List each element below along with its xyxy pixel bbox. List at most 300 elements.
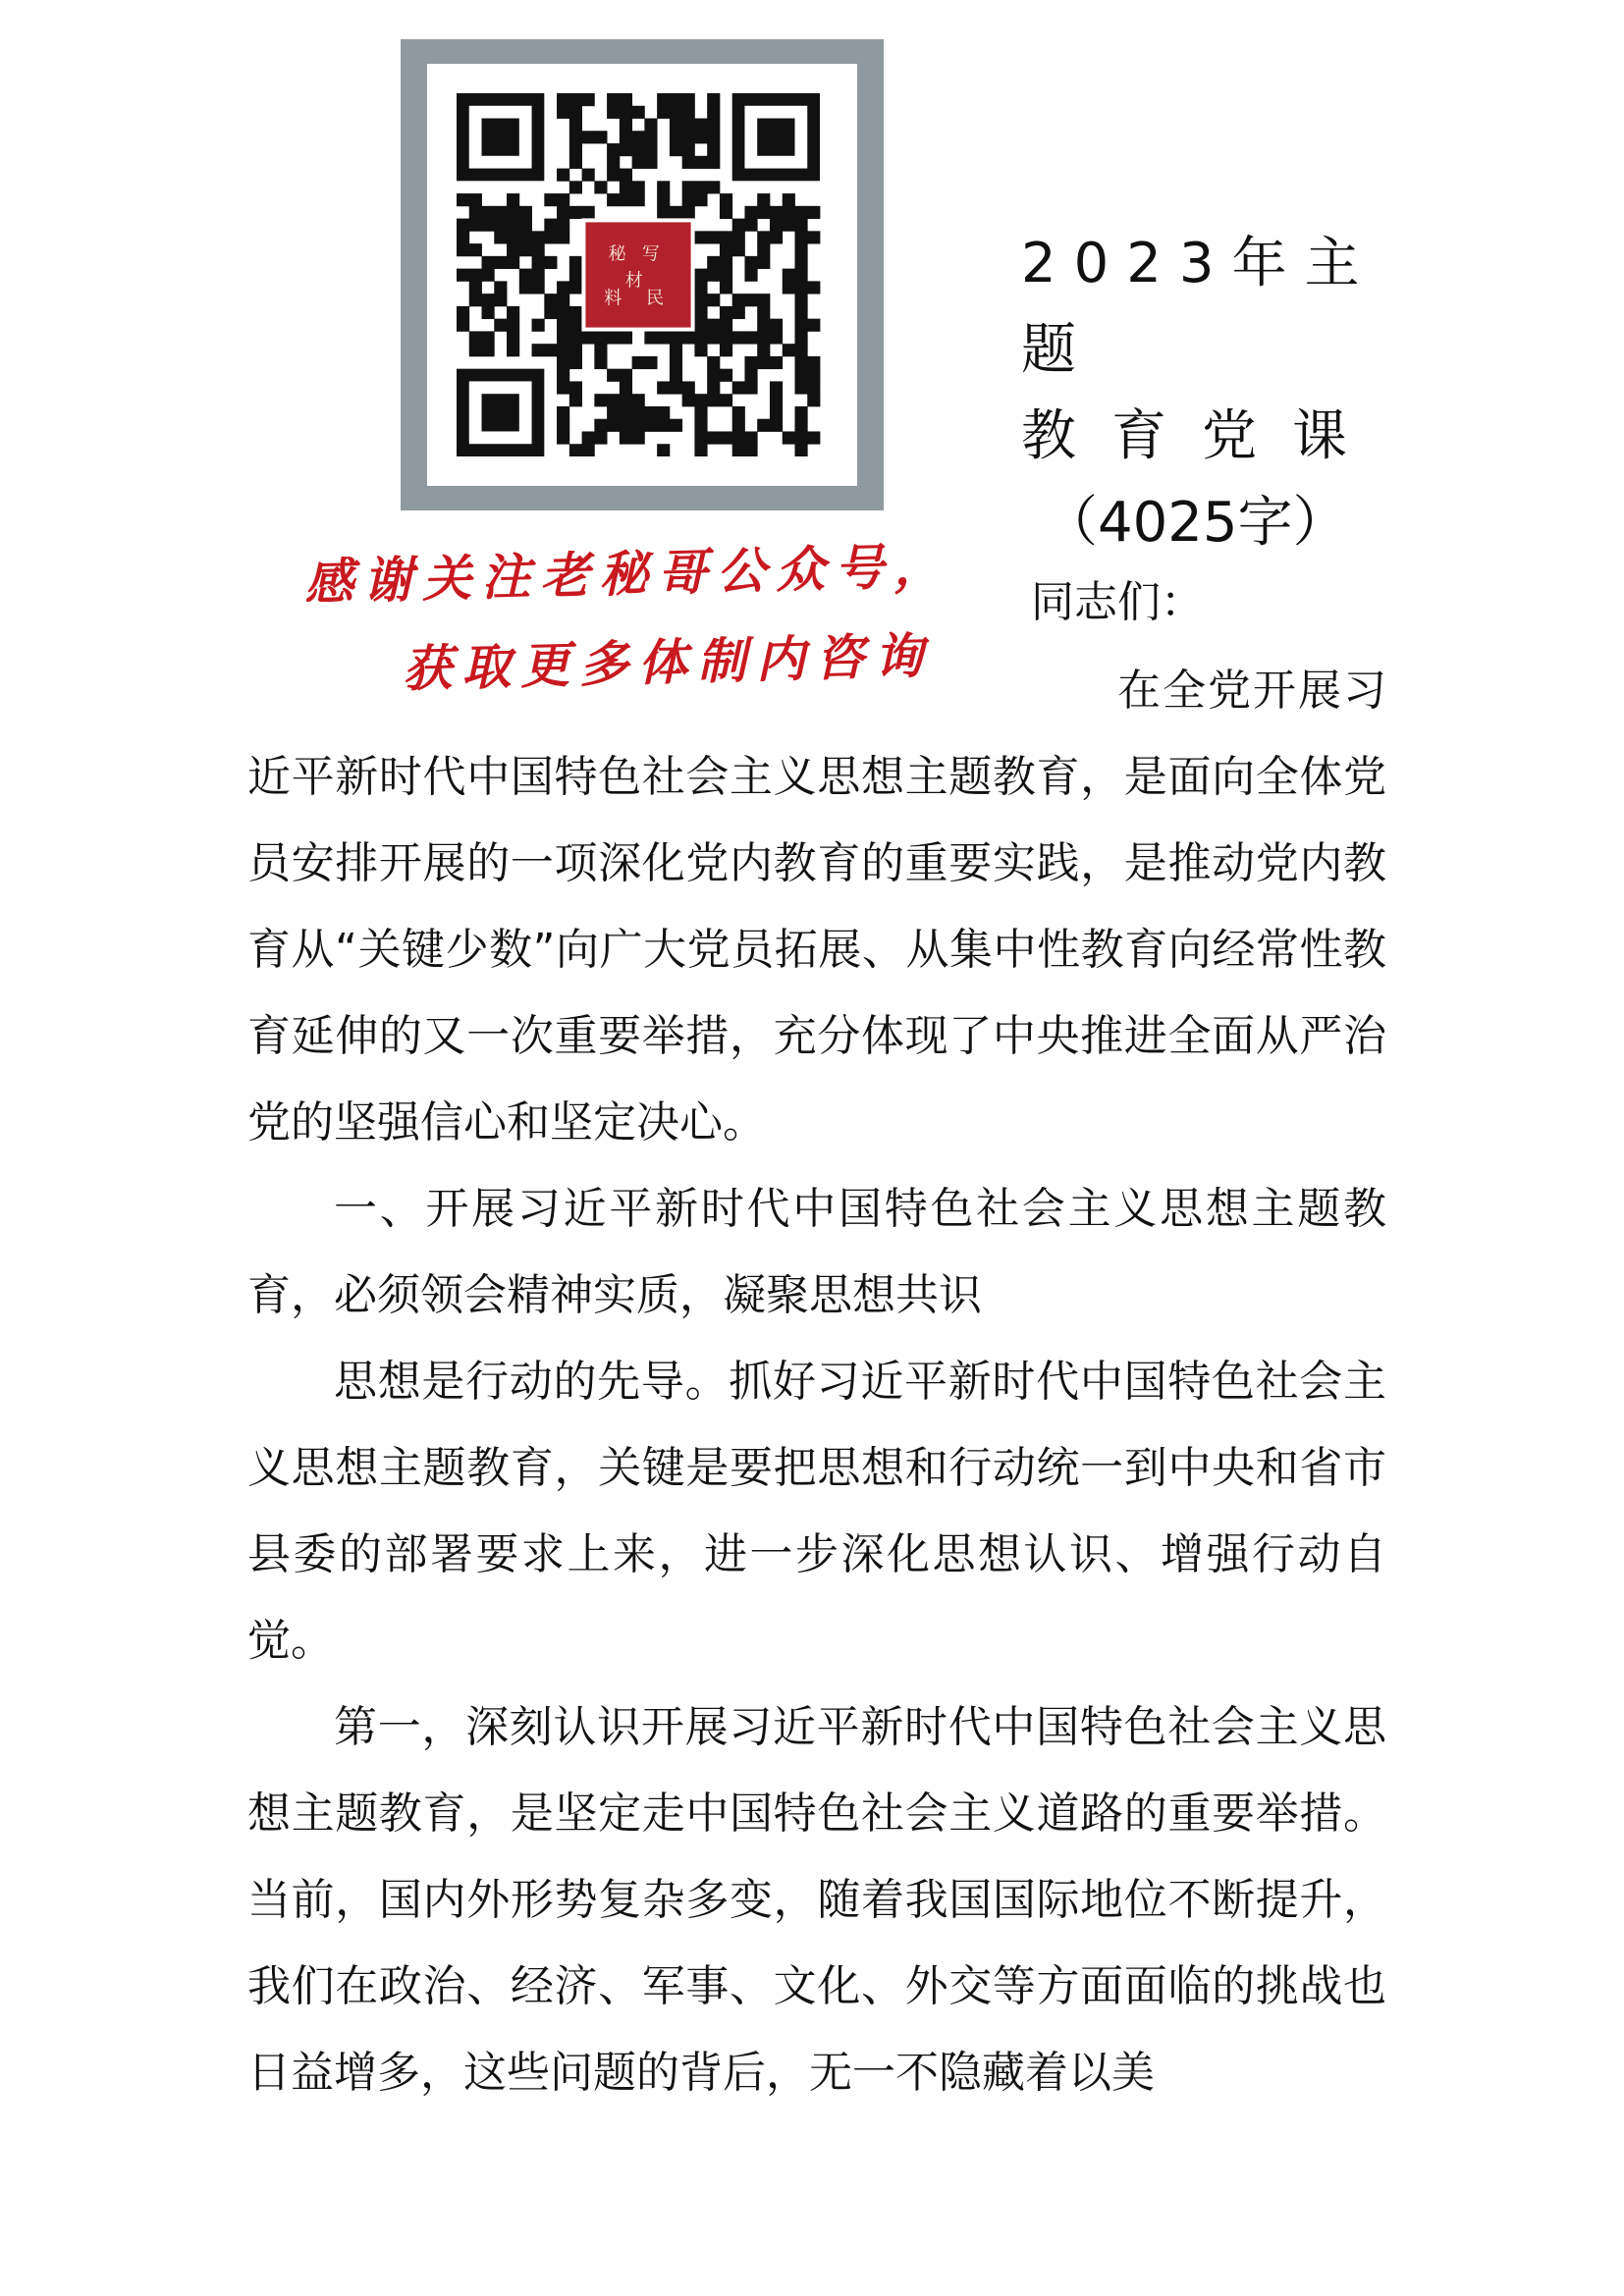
qr-module [707, 93, 720, 106]
qr-module [632, 106, 645, 119]
qr-module [607, 331, 620, 344]
qr-module [707, 256, 720, 269]
qr-module [582, 444, 595, 456]
title-line-3: （4025字） [1043, 491, 1348, 555]
qr-module [757, 419, 770, 432]
qr-module [569, 381, 582, 394]
qr-module [694, 231, 707, 243]
qr-module [569, 106, 582, 119]
qr-module [594, 356, 607, 369]
qr-module [620, 406, 632, 419]
qr-logo-char: 料 [604, 288, 623, 309]
qr-module [632, 131, 645, 143]
qr-module [694, 406, 707, 419]
qr-module [620, 143, 632, 156]
qr-module [694, 181, 707, 193]
qr-module [569, 444, 582, 456]
qr-module [694, 156, 707, 169]
qr-module [469, 269, 482, 282]
qr-module [507, 319, 519, 332]
qr-module [607, 143, 620, 156]
qr-module [544, 256, 557, 269]
qr-module [694, 394, 707, 406]
qr-module [594, 394, 607, 406]
qr-module [720, 193, 732, 206]
qr-module [507, 306, 519, 319]
qr-module [670, 93, 682, 106]
qr-module [794, 381, 807, 394]
qr-module [720, 369, 732, 382]
qr-module [694, 306, 707, 319]
qr-module [744, 256, 757, 269]
qr-module [732, 381, 745, 394]
qr-module [620, 131, 632, 143]
document-body [247, 648, 1386, 2116]
qr-module [770, 394, 783, 406]
qr-module [482, 331, 495, 344]
qr-module [794, 243, 807, 256]
qr-module [569, 131, 582, 143]
qr-module [494, 206, 507, 219]
qr-module [657, 93, 670, 106]
qr-module [519, 231, 532, 243]
qr-module [657, 444, 670, 456]
qr-module [644, 156, 657, 169]
qr-module [794, 344, 807, 356]
qr-module [744, 369, 757, 382]
qr-module [544, 306, 557, 319]
qr-module [694, 431, 707, 444]
qr-module [707, 269, 720, 282]
qr-module [794, 356, 807, 369]
promo-line-1: 感谢关注老秘哥公众号， [303, 536, 953, 612]
qr-module [544, 193, 557, 206]
qr-module [557, 331, 569, 344]
qr-module [732, 219, 745, 232]
qr-module [557, 231, 569, 243]
qr-module [494, 219, 507, 232]
qr-module [594, 344, 607, 356]
qr-module [644, 143, 657, 156]
qr-logo-char: 秘 [608, 243, 626, 265]
qr-module [682, 193, 695, 206]
qr-module [519, 269, 532, 282]
qr-module [494, 294, 507, 306]
qr-module [744, 219, 757, 232]
qr-module [670, 369, 682, 382]
qr-module [757, 294, 770, 306]
qr-module [744, 356, 757, 369]
qr-module [582, 93, 595, 106]
qr-module [607, 406, 620, 419]
qr-module [632, 193, 645, 206]
qr-module [582, 169, 595, 182]
qr-module [794, 419, 807, 432]
qr-module [507, 219, 519, 232]
paragraph: 在全党开展习近平新时代中国特色社会主义思想主题教育，是面向全体党员安排开展的一项深化党内教育的重要实践，是推动党内教育从“关键少数”向广大党员拓展、从集中性教育向经常性教育延伸的又一次重要举措，充分体现了中央推进全面从严治党的坚强信心和坚定决心。 [247, 666, 1386, 1148]
qr-module [532, 243, 545, 256]
qr-module [594, 131, 607, 143]
qr-module [469, 281, 482, 294]
qr-module [707, 181, 720, 193]
qr-module [783, 344, 795, 356]
qr-module [694, 269, 707, 282]
qr-module [469, 331, 482, 344]
qr-module [557, 294, 569, 306]
qr-module [757, 331, 770, 344]
qr-module [744, 431, 757, 444]
qr-module [557, 306, 569, 319]
paragraph: 第一，深刻认识开展习近平新时代中国特色社会主义思想主题教育，是坚定走中国特色社会主义道路的重要举措。当前，国内外形势复杂多变，随着我国国际地位不断提升，我们在政治、经济、军事、文化、外交等方面面临的挑战也日益增多，这些问题的背后，无一不隐藏着以美 [247, 1702, 1386, 2098]
qr-module [544, 219, 557, 232]
section-heading: 一、开展习近平新时代中国特色社会主义思想主题教育，必须领会精神实质，凝聚思想共识 [247, 1184, 1386, 1320]
qr-module [644, 331, 657, 344]
qr-module [757, 193, 770, 206]
qr-module [757, 231, 770, 243]
qr-module [720, 306, 732, 319]
qr-module [557, 381, 569, 394]
qr-module [657, 419, 670, 432]
qr-module [620, 369, 632, 382]
qr-module [807, 206, 820, 219]
qr-module [457, 306, 469, 319]
qr-module [682, 156, 695, 169]
qr-module [757, 306, 770, 319]
qr-module [607, 369, 620, 382]
qr-module [744, 444, 757, 456]
qr-module [607, 169, 620, 182]
qr-code[interactable] [427, 64, 857, 486]
qr-module [807, 281, 820, 294]
qr-module [620, 169, 632, 182]
qr-module [720, 281, 732, 294]
qr-module [670, 381, 682, 394]
qr-module [620, 431, 632, 444]
qr-module [694, 419, 707, 432]
title-line-2: 教育党课 [1021, 404, 1382, 468]
qr-module [657, 193, 670, 206]
qr-module [532, 344, 545, 356]
title-line-1: 2023年主题 [1021, 232, 1378, 382]
qr-module [770, 356, 783, 369]
qr-module [794, 219, 807, 232]
qr-module [569, 143, 582, 156]
qr-module [794, 431, 807, 444]
qr-module [783, 269, 795, 282]
qr-module [557, 106, 569, 119]
qr-module [569, 394, 582, 406]
qr-module [607, 394, 620, 406]
qr-module [732, 231, 745, 243]
qr-module [682, 381, 695, 394]
qr-module [544, 231, 557, 243]
qr-module [569, 156, 582, 169]
qr-module [507, 256, 519, 269]
qr-module [644, 131, 657, 143]
qr-module [469, 193, 482, 206]
qr-module [707, 381, 720, 394]
qr-module [557, 219, 569, 232]
qr-module [544, 294, 557, 306]
qr-module [732, 294, 745, 306]
qr-module [794, 406, 807, 419]
qr-module [457, 219, 469, 232]
qr-module [770, 331, 783, 344]
qr-module [707, 106, 720, 119]
qr-module [757, 319, 770, 332]
qr-module [720, 231, 732, 243]
qr-module [682, 119, 695, 132]
qr-module [720, 331, 732, 344]
qr-module [707, 356, 720, 369]
qr-module [670, 119, 682, 132]
qr-module [507, 206, 519, 219]
qr-module [794, 256, 807, 269]
qr-module [594, 431, 607, 444]
qr-module [482, 206, 495, 219]
qr-module [707, 294, 720, 306]
qr-module [783, 219, 795, 232]
qr-module [482, 306, 495, 319]
qr-module [557, 369, 569, 382]
qr-module [682, 331, 695, 344]
qr-module [744, 331, 757, 344]
qr-module [482, 294, 495, 306]
qr-module [632, 356, 645, 369]
qr-module [620, 106, 632, 119]
qr-module [594, 331, 607, 344]
qr-module [620, 181, 632, 193]
qr-module [757, 206, 770, 219]
qr-module [632, 431, 645, 444]
qr-module [569, 356, 582, 369]
qr-module [807, 319, 820, 332]
qr-module [682, 181, 695, 193]
qr-logo-char: 写 [641, 243, 660, 265]
qr-module [770, 319, 783, 332]
qr-module [494, 281, 507, 294]
qr-module [532, 269, 545, 282]
qr-module [607, 93, 620, 106]
qr-module [682, 93, 695, 106]
qr-module [557, 419, 569, 432]
qr-module [457, 231, 469, 243]
qr-module [557, 319, 569, 332]
qr-logo-char: 民 [646, 288, 665, 309]
qr-module [569, 344, 582, 356]
qr-module [720, 206, 732, 219]
qr-module [783, 431, 795, 444]
qr-module [569, 281, 582, 294]
qr-module [457, 269, 469, 282]
qr-module [807, 394, 820, 406]
qr-module [707, 431, 720, 444]
qr-module [794, 369, 807, 382]
qr-module [744, 206, 757, 219]
qr-module [770, 406, 783, 419]
qr-module [532, 319, 545, 332]
paragraph: 思想是行动的先导。抓好习近平新时代中国特色社会主义思想主题教育，关键是要把思想和行动统一到中央和省市县委的部署要求上来，进一步深化思想认识、增强行动自觉。 [247, 1357, 1386, 1666]
qr-module [469, 219, 482, 232]
qr-module [694, 294, 707, 306]
qr-module [482, 269, 495, 282]
qr-module [607, 106, 620, 119]
qr-module [682, 131, 695, 143]
qr-module [657, 106, 670, 119]
qr-module [507, 193, 519, 206]
qr-module [794, 269, 807, 282]
qr-module [682, 143, 695, 156]
qr-module [620, 381, 632, 394]
qr-module [544, 344, 557, 356]
qr-module [682, 206, 695, 219]
qr-module [707, 369, 720, 382]
qr-module [620, 419, 632, 432]
qr-module [670, 206, 682, 219]
qr-module [694, 119, 707, 132]
qr-module [794, 294, 807, 306]
qr-module [519, 281, 532, 294]
qr-module [632, 156, 645, 169]
qr-module [694, 344, 707, 356]
qr-module [682, 394, 695, 406]
greeting: 同志们： [1031, 577, 1204, 627]
qr-module [783, 281, 795, 294]
qr-module [720, 394, 732, 406]
qr-module [569, 256, 582, 269]
qr-module [557, 281, 569, 294]
qr-module [657, 406, 670, 419]
qr-module [482, 219, 495, 232]
qr-module [794, 306, 807, 319]
qr-module [644, 356, 657, 369]
qr-module [670, 106, 682, 119]
qr-module [620, 93, 632, 106]
qr-module [757, 356, 770, 369]
qr-module [694, 131, 707, 143]
qr-module [644, 419, 657, 432]
qr-module [720, 431, 732, 444]
qr-module [794, 281, 807, 294]
qr-module [657, 181, 670, 193]
qr-module [794, 444, 807, 456]
qr-module [682, 106, 695, 119]
qr-module [569, 119, 582, 132]
qr-module [482, 256, 495, 269]
qr-module [657, 206, 670, 219]
qr-module [632, 181, 645, 193]
qr-module [632, 394, 645, 406]
qr-module [469, 243, 482, 256]
qr-module [569, 331, 582, 344]
qr-module [569, 206, 582, 219]
qr-module [770, 231, 783, 243]
qr-module [457, 319, 469, 332]
qr-module [557, 406, 569, 419]
qr-module [794, 319, 807, 332]
qr-module [783, 206, 795, 219]
qr-module [720, 269, 732, 282]
qr-module [707, 231, 720, 243]
qr-module [607, 156, 620, 169]
qr-module [507, 331, 519, 344]
qr-module [557, 431, 569, 444]
qr-module [807, 369, 820, 382]
qr-module [707, 119, 720, 132]
qr-module [807, 381, 820, 394]
qr-module [770, 419, 783, 432]
qr-module [582, 206, 595, 219]
qr-module [582, 431, 595, 444]
qr-module [569, 93, 582, 106]
qr-module [720, 243, 732, 256]
qr-module [707, 131, 720, 143]
qr-module [807, 431, 820, 444]
qr-module [732, 419, 745, 432]
qr-module [519, 206, 532, 219]
qr-module [670, 344, 682, 356]
qr-module [732, 331, 745, 344]
qr-module [807, 356, 820, 369]
qr-module [519, 243, 532, 256]
qr-module [519, 219, 532, 232]
qr-module [694, 193, 707, 206]
qr-module [720, 319, 732, 332]
qr-module [507, 231, 519, 243]
qr-module [494, 256, 507, 269]
qr-module [457, 243, 469, 256]
qr-module [732, 406, 745, 419]
qr-module [770, 219, 783, 232]
qr-module [557, 356, 569, 369]
qr-module [707, 331, 720, 344]
qr-module [644, 119, 657, 132]
qr-module [469, 294, 482, 306]
qr-module [569, 181, 582, 193]
qr-logo-char: 材 [624, 270, 643, 292]
qr-module [469, 344, 482, 356]
qr-module [807, 231, 820, 243]
qr-module [670, 331, 682, 344]
qr-module [532, 256, 545, 269]
qr-module [744, 269, 757, 282]
qr-module [620, 394, 632, 406]
qr-module [457, 193, 469, 206]
qr-module [620, 331, 632, 344]
qr-module [707, 394, 720, 406]
qr-module [569, 269, 582, 282]
qr-module [757, 344, 770, 356]
qr-code-frame [401, 39, 884, 510]
qr-module [644, 406, 657, 419]
qr-module [507, 344, 519, 356]
qr-module [582, 131, 595, 143]
qr-module [770, 381, 783, 394]
qr-module [507, 243, 519, 256]
qr-module [694, 281, 707, 294]
qr-module [557, 206, 569, 219]
qr-module [620, 119, 632, 132]
qr-module [494, 231, 507, 243]
qr-module [632, 143, 645, 156]
qr-module [607, 419, 620, 432]
qr-module [744, 381, 757, 394]
qr-module [770, 206, 783, 219]
qr-module [569, 319, 582, 332]
qr-module [694, 331, 707, 344]
document-title [1021, 221, 1394, 566]
qr-module [794, 206, 807, 219]
